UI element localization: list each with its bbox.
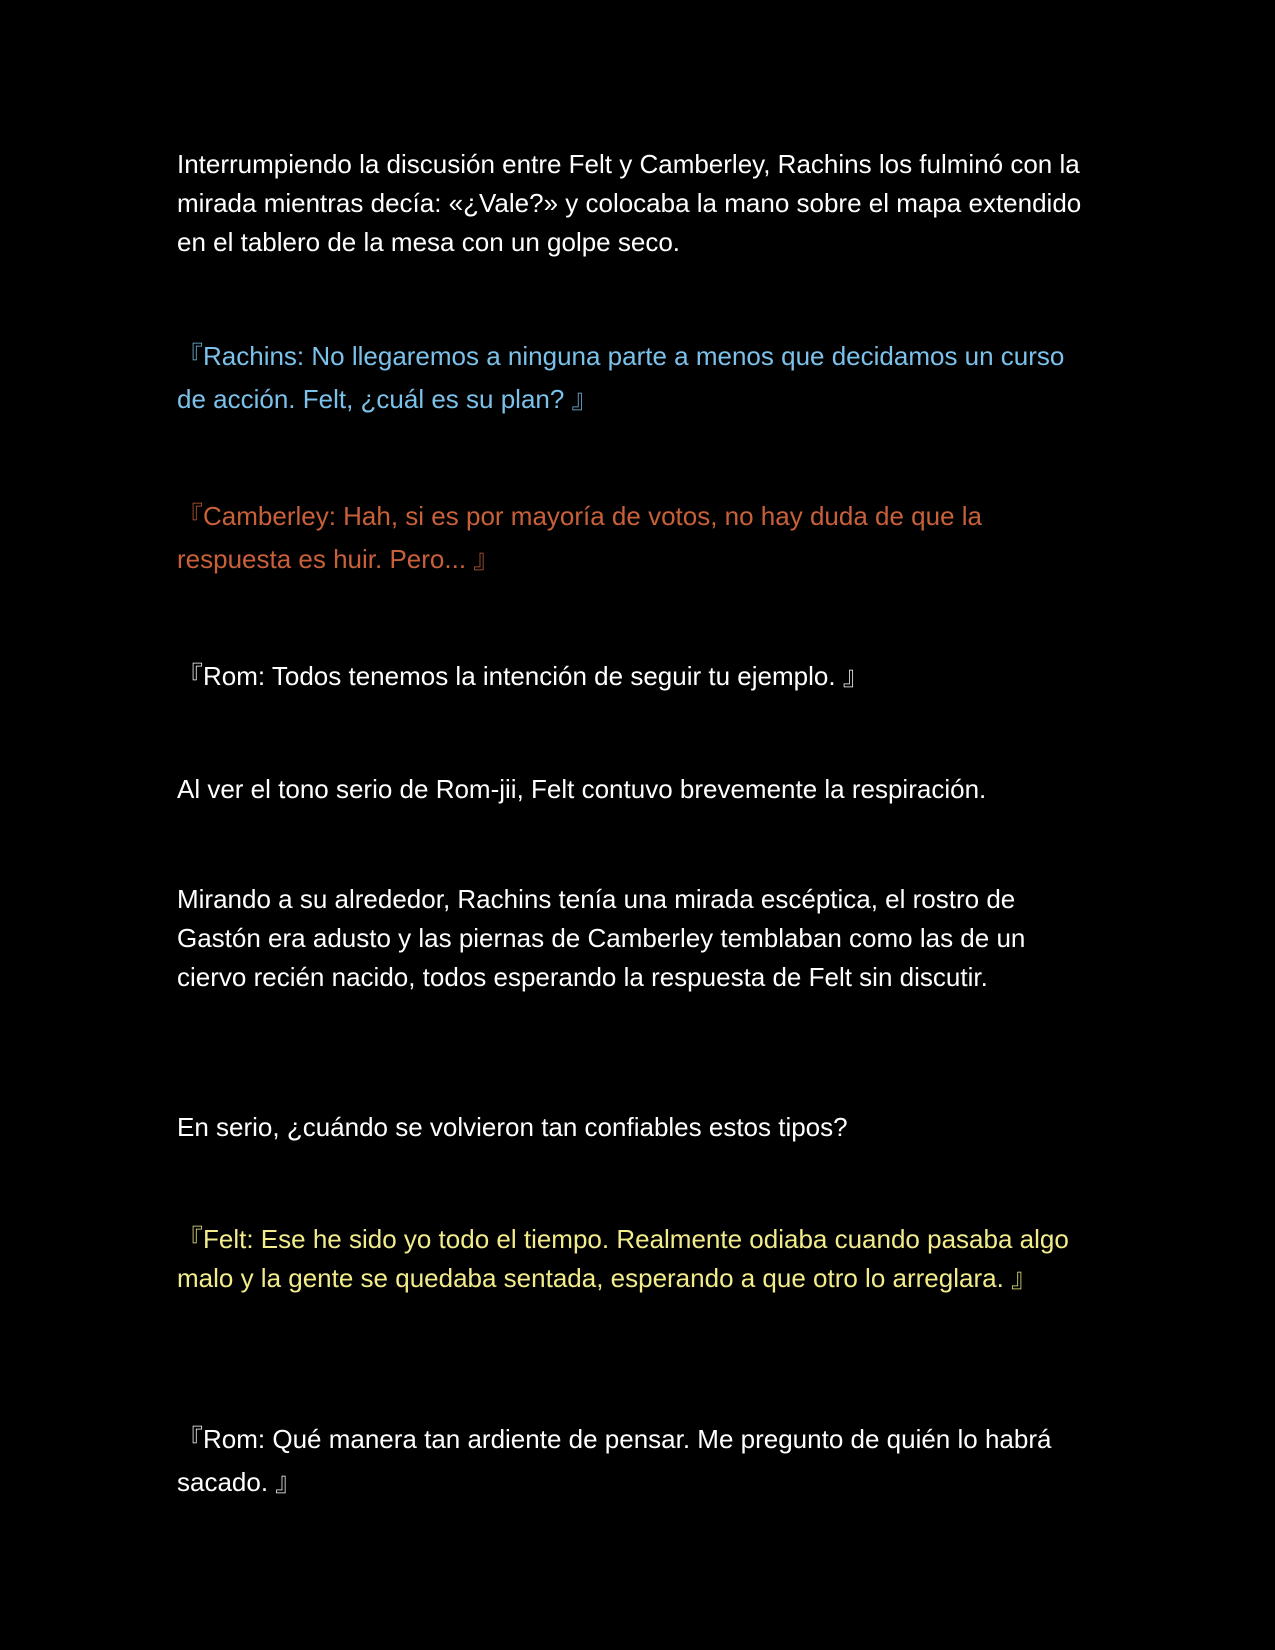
- dialogue-felt: 『Felt: Ese he sido yo todo el tiempo. Realmente odiaba cuando pasaba algo malo y la gente se quedaba sentada, esperando a que otro lo arreglara. 』: [177, 1224, 1069, 1293]
- narration-paragraph-2: Al ver el tono serio de Rom-jii, Felt contuvo brevemente la respiración.: [177, 774, 987, 804]
- narration-paragraph-4: En serio, ¿cuándo se volvieron tan confiables estos tipos?: [177, 1112, 848, 1142]
- dialogue-rachins: 『Rachins: No llegaremos a ninguna parte a menos que decidamos un curso de acción. Felt, ¿cuál es su plan? 』: [177, 341, 1065, 414]
- narration-paragraph-1: Interrumpiendo la discusión entre Felt y Camberley, Rachins los fulminó con la mirada mientras decía: «¿Vale?» y colocaba la mano sobre el mapa extendido en el tablero de la mesa con un golpe seco.: [177, 149, 1082, 257]
- dialogue-rom-2: 『Rom: Qué manera tan ardiente de pensar. Me pregunto de quién lo habrá sacado. 』: [177, 1424, 1052, 1497]
- narration-paragraph-3: Mirando a su alrededor, Rachins tenía una mirada escéptica, el rostro de Gastón era adusto y las piernas de Camberley temblaban como las de un ciervo recién nacido, todos esperando la respuesta de Felt sin discutir.: [177, 884, 1026, 992]
- dialogue-rom-1: 『Rom: Todos tenemos la intención de seguir tu ejemplo. 』: [177, 661, 869, 691]
- dialogue-camberley: 『Camberley: Hah, si es por mayoría de votos, no hay duda de que la respuesta es huir. Pero... 』: [177, 501, 982, 574]
